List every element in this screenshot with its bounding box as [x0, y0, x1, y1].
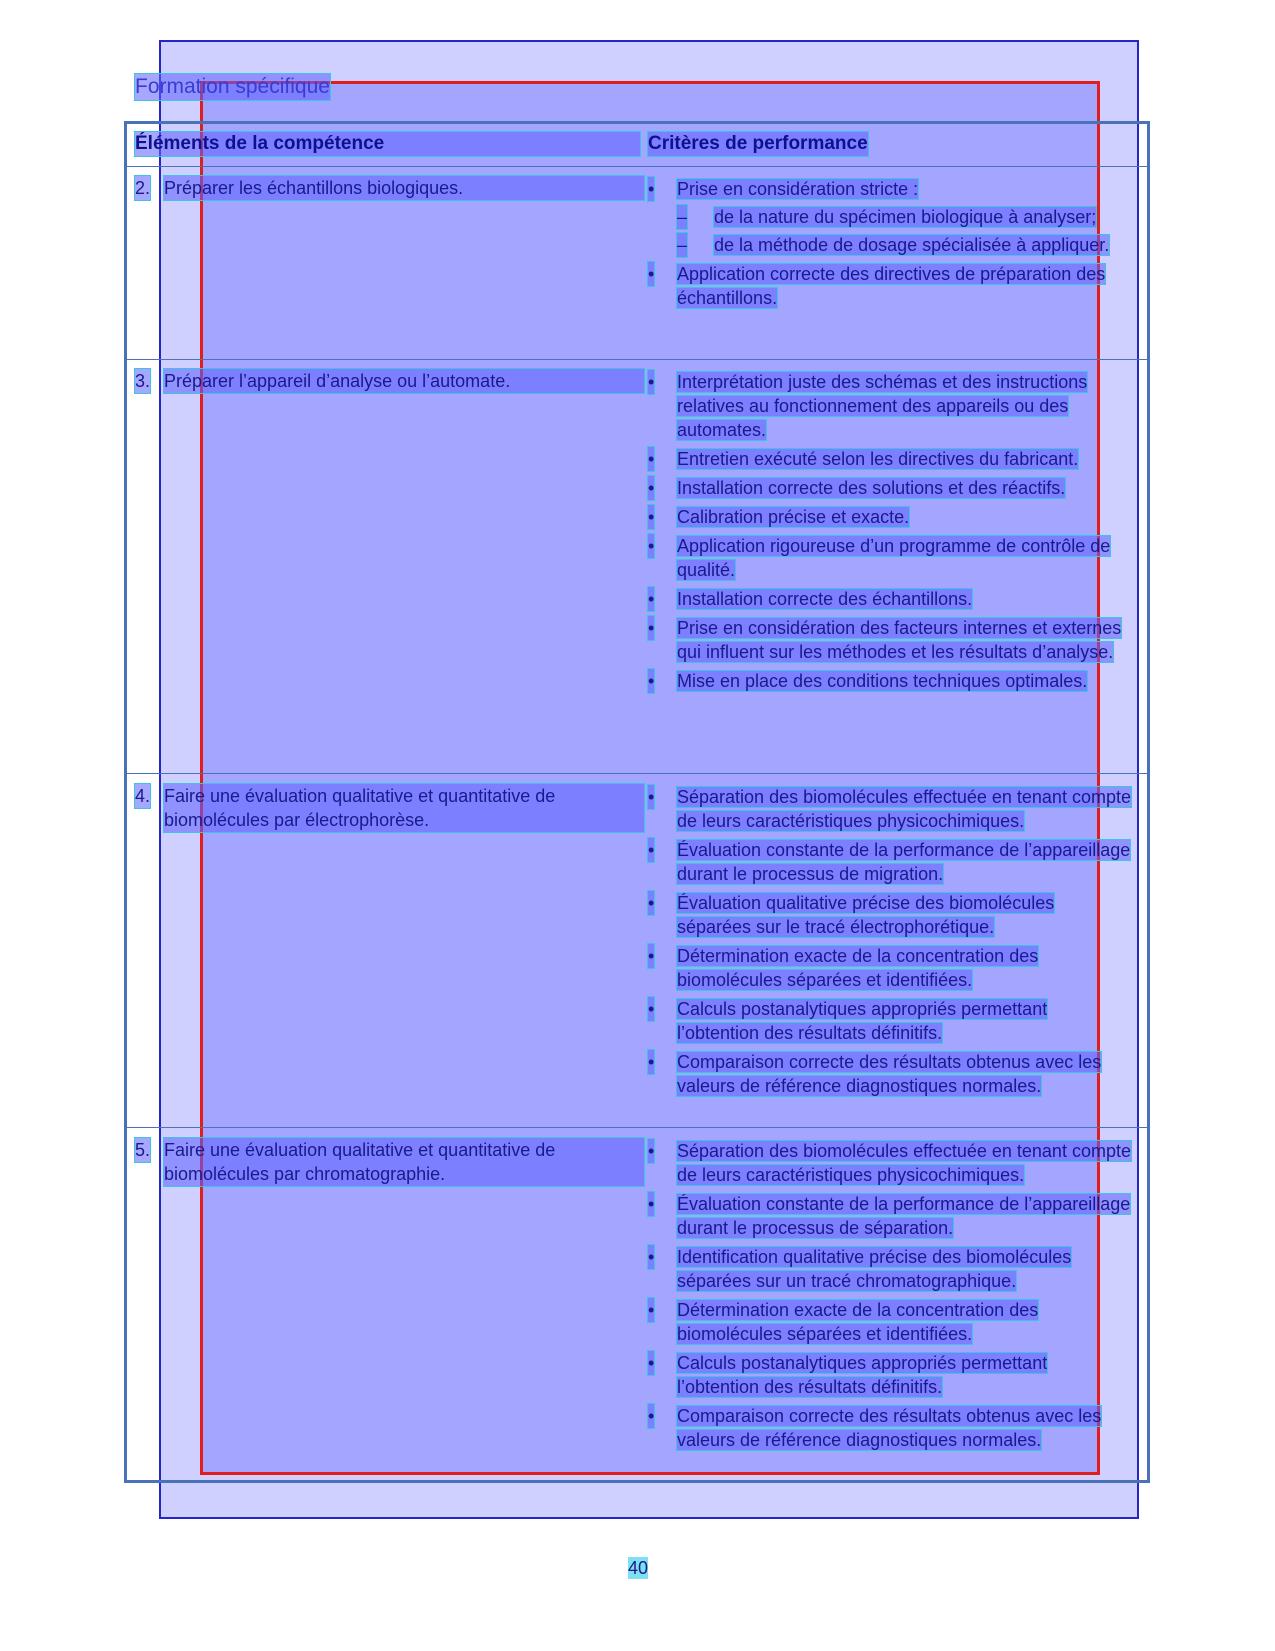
- criterion-text: Calculs postanalytiques appropriés permettant l’obtention des résultats définitifs.: [677, 1353, 1048, 1397]
- bullet-icon: •: [648, 893, 655, 913]
- bullet-icon: •: [648, 1406, 655, 1426]
- criterion-item: [648, 1351, 1133, 1399]
- criterion-item: [648, 785, 1133, 833]
- criterion-text: Prise en considération des facteurs internes et externes qui influent sur les méthodes et les résultats d’analyse.: [677, 618, 1122, 662]
- criterion-item: [648, 838, 1133, 886]
- criterion-item: [648, 1050, 1133, 1098]
- row-divider: [124, 773, 1150, 774]
- criterion-item: [648, 891, 1133, 939]
- element-text: Préparer l’appareil d’analyse ou l’automate.: [164, 369, 644, 393]
- criterion-item: [648, 534, 1133, 582]
- criteria-list: [648, 1139, 1133, 1457]
- criterion-item: [648, 997, 1133, 1045]
- criterion-item: [648, 476, 1133, 500]
- criterion-item: [648, 177, 1133, 257]
- criterion-text: Séparation des biomolécules effectuée en tenant compte de leurs caractéristiques physicochimiques.: [677, 1141, 1131, 1185]
- criterion-text: Interprétation juste des schémas et des instructions relatives au fonctionnement des appareils ou des automates.: [677, 372, 1088, 440]
- criterion-item: [648, 447, 1133, 471]
- criterion-item: [648, 1404, 1133, 1452]
- criterion-item: [648, 370, 1133, 442]
- section-title: Formation spécifique: [135, 75, 330, 98]
- bullet-icon: •: [648, 618, 655, 638]
- bullet-icon: •: [648, 179, 655, 199]
- element-number: 4.: [135, 786, 151, 806]
- criterion-item: [648, 669, 1133, 693]
- row-divider: [124, 1127, 1150, 1128]
- bullet-icon: •: [648, 1194, 655, 1214]
- criterion-item: [648, 505, 1133, 529]
- criterion-item: [648, 587, 1133, 611]
- row-divider: [124, 359, 1150, 360]
- dash-icon: –: [677, 235, 688, 255]
- criterion-text: Évaluation qualitative précise des biomolécules séparées sur le tracé électrophorétique.: [677, 893, 1055, 937]
- bullet-icon: •: [648, 372, 655, 392]
- element-number: 3.: [135, 371, 151, 391]
- bullet-icon: •: [648, 536, 655, 556]
- bullet-icon: •: [648, 1300, 655, 1320]
- criteria-list: [648, 785, 1133, 1103]
- bullet-icon: •: [648, 787, 655, 807]
- column-header-elements: Éléments de la compétence: [135, 132, 640, 156]
- element-number: 5.: [135, 1140, 151, 1160]
- criterion-text: Application rigoureuse d’un programme de contrôle de qualité.: [677, 536, 1111, 580]
- bullet-icon: •: [648, 999, 655, 1019]
- criterion-text: Comparaison correcte des résultats obtenus avec les valeurs de référence diagnostiques normales.: [677, 1052, 1102, 1096]
- bullet-icon: •: [648, 840, 655, 860]
- criterion-text: Détermination exacte de la concentration des biomolécules séparées et identifiées.: [677, 946, 1039, 990]
- bullet-icon: •: [648, 478, 655, 498]
- criterion-text: Installation correcte des solutions et des réactifs.: [677, 478, 1066, 498]
- element-text: Faire une évaluation qualitative et quantitative de biomolécules par électrophorèse.: [164, 784, 644, 832]
- criterion-item: [648, 1245, 1133, 1293]
- criterion-text: Mise en place des conditions techniques optimales.: [677, 671, 1088, 691]
- page-number: 40: [628, 1558, 649, 1578]
- bullet-icon: •: [648, 1141, 655, 1161]
- element-text: Faire une évaluation qualitative et quantitative de biomolécules par chromatographie.: [164, 1138, 644, 1186]
- sub-criterion-text: de la nature du spécimen biologique à analyser;: [714, 207, 1097, 227]
- bullet-icon: •: [648, 449, 655, 469]
- bullet-icon: •: [648, 1052, 655, 1072]
- criterion-text: Installation correcte des échantillons.: [677, 589, 973, 609]
- bullet-icon: •: [648, 507, 655, 527]
- criterion-text: Application correcte des directives de préparation des échantillons.: [677, 264, 1106, 308]
- criterion-item: [648, 1298, 1133, 1346]
- criterion-text: Évaluation constante de la performance de l’appareillage durant le processus de migration.: [677, 840, 1131, 884]
- criterion-text: Calculs postanalytiques appropriés permettant l’obtention des résultats définitifs.: [677, 999, 1048, 1043]
- criteria-list: [648, 177, 1133, 315]
- sub-criterion: [677, 205, 1133, 229]
- bullet-icon: •: [648, 1353, 655, 1373]
- criterion-text: Entretien exécuté selon les directives du fabricant.: [677, 449, 1079, 469]
- criteria-list: [648, 370, 1133, 698]
- criterion-item: [648, 616, 1133, 664]
- column-header-criteria: Critères de performance: [648, 133, 868, 154]
- criterion-item: [648, 1139, 1133, 1187]
- bullet-icon: •: [648, 264, 655, 284]
- bullet-icon: •: [648, 671, 655, 691]
- criterion-item: [648, 944, 1133, 992]
- criterion-text: Prise en considération stricte :: [677, 179, 919, 199]
- criterion-text: Séparation des biomolécules effectuée en tenant compte de leurs caractéristiques physicochimiques.: [677, 787, 1131, 831]
- element-text: Préparer les échantillons biologiques.: [164, 176, 644, 200]
- element-number: 2.: [135, 178, 151, 198]
- bullet-icon: •: [648, 1247, 655, 1267]
- criterion-text: Calibration précise et exacte.: [677, 507, 910, 527]
- criterion-text: Identification qualitative précise des biomolécules séparées sur un tracé chromatographique.: [677, 1247, 1072, 1291]
- criterion-item: [648, 1192, 1133, 1240]
- criterion-text: Comparaison correcte des résultats obtenus avec les valeurs de référence diagnostiques normales.: [677, 1406, 1102, 1450]
- bullet-icon: •: [648, 589, 655, 609]
- criterion-text: Détermination exacte de la concentration des biomolécules séparées et identifiées.: [677, 1300, 1039, 1344]
- criterion-text: Évaluation constante de la performance de l’appareillage durant le processus de séparation.: [677, 1194, 1131, 1238]
- criterion-item: [648, 262, 1133, 310]
- sub-criterion: [677, 233, 1133, 257]
- bullet-icon: •: [648, 946, 655, 966]
- header-divider: [124, 166, 1150, 167]
- dash-icon: –: [677, 207, 688, 227]
- sub-criterion-text: de la méthode de dosage spécialisée à appliquer.: [714, 235, 1110, 255]
